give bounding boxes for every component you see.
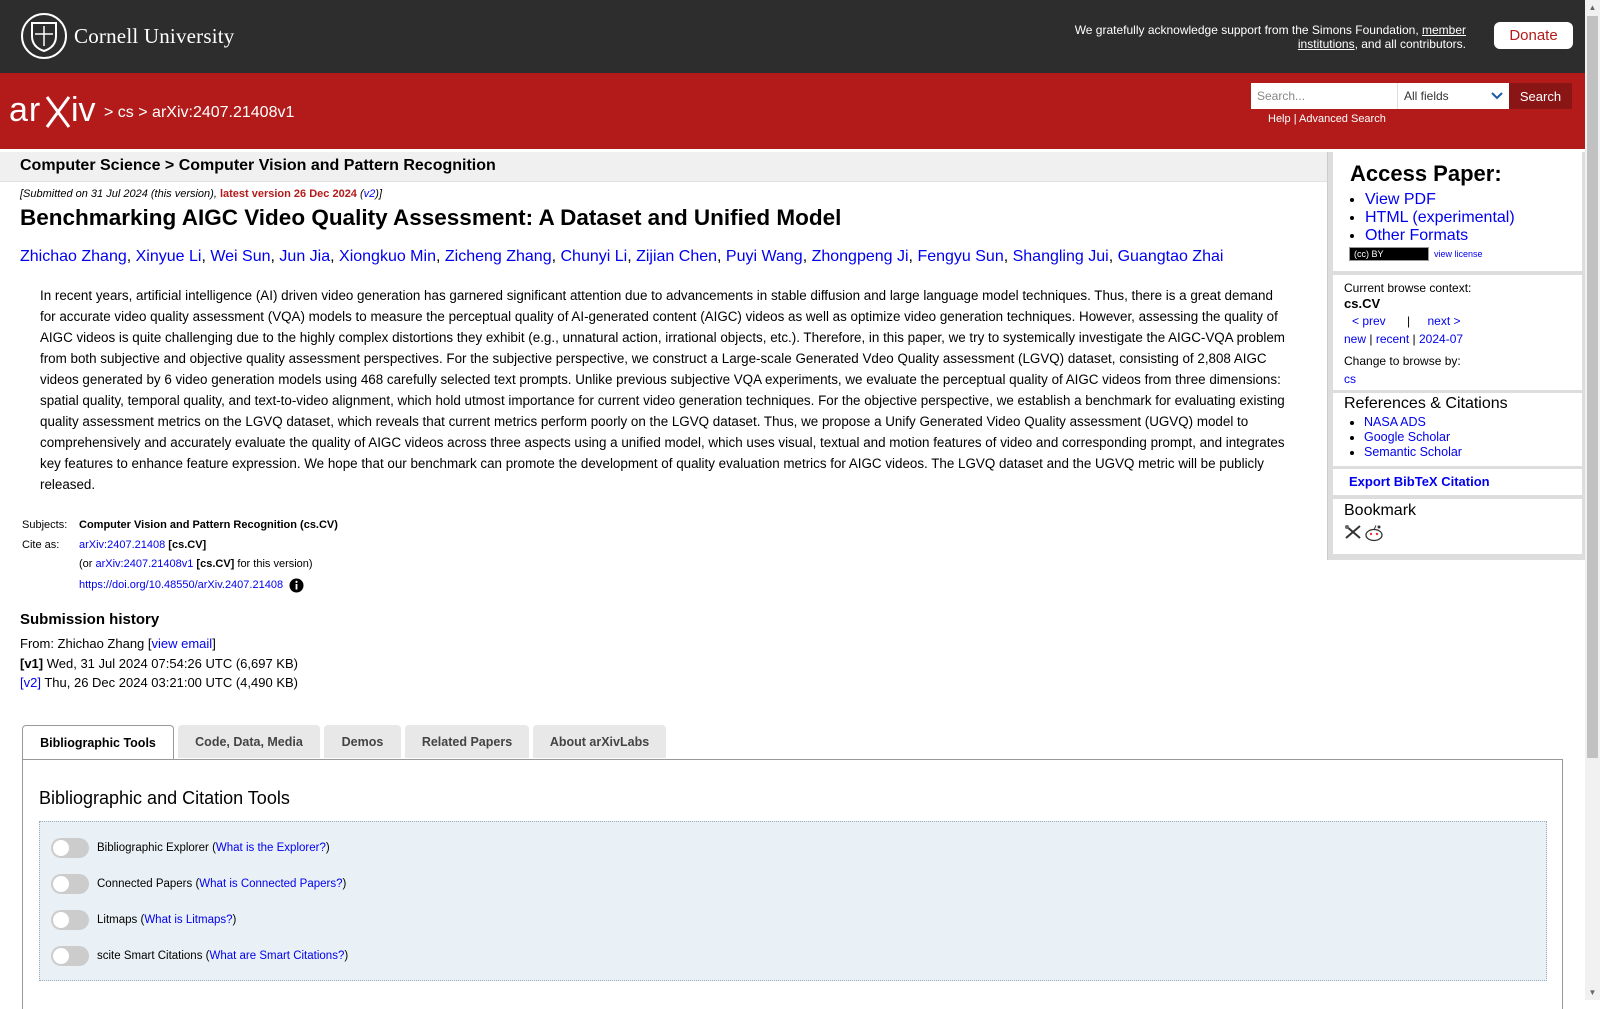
author-link[interactable]: Zhongpeng Ji xyxy=(811,248,909,265)
search-help-links xyxy=(1268,113,1386,125)
recent-link[interactable]: recent xyxy=(1375,332,1410,346)
tab-about-arxivlabs[interactable]: About arXivLabs xyxy=(533,725,666,758)
tab-related-papers[interactable]: Related Papers xyxy=(405,725,529,758)
scroll-up-icon[interactable]: ▲ xyxy=(1588,3,1597,12)
author-separator: , xyxy=(551,248,561,265)
abstract: In recent years, artificial intelligence (AI) driven video generation has garnered significant attention due to advancements in stable diffusion and large language model techniques. Thus, there is a great demand for accurate video quality assessment (VQA) models to measure the perceptual quality of AI-generated content (AIGC) videos as well as optimize video generation techniques. However, assessing the quality of AIGC videos is quite challenging due to the highly complex distortions they exhibit (e.g., unnatural action, irrational objects, etc.). Therefore, in this paper, we try to systemically investigate the AIGC-VQA problem from both subjective and objective quality assessment perspectives. For the subjective perspective, we construct a Large-scale Generated Vdeo Quality assessment (LGVQ) dataset, consisting of 2,808 AIGC videos generated by 6 video generation models using 468 carefully selected text prompts. Unlike previous subjective VQA experiments, we evaluate the perceptual quality of AIGC videos from three dimensions: spatial quality, temporal quality, and text-to-video alignment, which hold utmost importance for current video generation techniques. For the objective perspective, we establish a benchmark for evaluating existing quality assessment metrics on the LGVQ dataset, which reveals that current metrics perform poorly on the LGVQ dataset. Thus, we propose a Unify Generated Video Quality assessment (UGVQ) model to comprehensively and accurately evaluate the quality of AIGC videos across three aspects using a unified model, which uses visual, textual and motion features of video and corresponding prompt, and integrates key features to enhance feature expression. We hope that our benchmark can promote the development of quality evaluation metrics for AIGC videos. The LGVQ dataset and the UGVQ metric will be publicly released. xyxy=(40,288,1285,492)
litmaps-toggle[interactable] xyxy=(51,910,89,930)
support-suffix: , and all contributors. xyxy=(1354,37,1466,51)
doi-link[interactable]: https://doi.org/10.48550/arXiv.2407.21408 xyxy=(79,579,284,591)
crumb-paper-id: arXiv:2407.21408v1 xyxy=(152,104,295,121)
author-separator: , xyxy=(126,248,136,265)
support-text xyxy=(1046,23,1466,51)
cornell-name: Cornell University xyxy=(74,23,235,48)
tool-info-link[interactable]: What is the Explorer? xyxy=(215,842,326,854)
from-prefix: From: Zhichao Zhang [ xyxy=(20,636,152,651)
tool-label: scite Smart Citations xyxy=(97,950,203,962)
author-link[interactable]: Xiongkuo Min xyxy=(339,248,436,265)
submission-dateline xyxy=(20,188,382,200)
v2-text: Thu, 26 Dec 2024 03:21:00 UTC (4,490 KB) xyxy=(40,675,298,690)
dateline-suffix: )] xyxy=(375,188,383,200)
crumb-sep: > xyxy=(138,104,148,121)
search-input[interactable]: Search... xyxy=(1251,83,1397,109)
scroll-down-icon[interactable]: ▼ xyxy=(1588,988,1597,997)
bibsonomy-icon[interactable] xyxy=(1344,524,1362,540)
html-link[interactable]: HTML (experimental) xyxy=(1365,209,1515,226)
sidebar xyxy=(1327,152,1586,560)
page-scrollbar[interactable] xyxy=(1585,0,1600,1000)
author-link[interactable]: Zijian Chen xyxy=(636,248,718,265)
tab-demos[interactable]: Demos xyxy=(324,725,401,758)
subjects-label: Subjects: xyxy=(22,519,68,531)
tool-label: Litmaps xyxy=(97,914,138,926)
dateline-prefix: [Submitted on 31 Jul 2024 (this version), xyxy=(20,188,220,200)
crumb-sep: > xyxy=(104,104,114,121)
author-separator: , xyxy=(717,248,726,265)
author-link[interactable]: Zhichao Zhang xyxy=(20,248,127,265)
latest-version-link[interactable]: latest version 26 Dec 2024 xyxy=(219,188,357,200)
bookmark-box xyxy=(1333,499,1582,554)
new-link[interactable]: new xyxy=(1344,332,1367,346)
cite-v1-link[interactable]: arXiv:2407.21408v1 xyxy=(95,558,194,570)
browse-cs-link[interactable]: cs xyxy=(1344,372,1356,386)
author-link[interactable]: Xinyue Li xyxy=(135,248,202,265)
tool-info-link[interactable]: What are Smart Citations? xyxy=(209,950,345,962)
next-link[interactable]: next > xyxy=(1427,314,1461,328)
references-list xyxy=(1344,415,1582,460)
author-separator: , xyxy=(908,248,918,265)
search-field-select[interactable] xyxy=(1397,83,1509,109)
subjects-value: Computer Vision and Pattern Recognition (cs.CV) xyxy=(79,519,338,531)
tool-row: Connected Papers ( What is Connected Papers? ) xyxy=(51,874,346,894)
other-formats-link[interactable]: Other Formats xyxy=(1365,227,1469,244)
support-prefix: We gratefully acknowledge support from the Simons Foundation, xyxy=(1074,23,1422,37)
from-suffix: ] xyxy=(212,636,216,651)
cite-id-link[interactable]: arXiv:2407.21408 xyxy=(79,538,166,551)
author-separator: , xyxy=(1108,248,1118,265)
cornell-seal-icon xyxy=(21,13,67,59)
bibliographic-explorer-toggle[interactable] xyxy=(51,838,89,858)
references-box xyxy=(1333,393,1582,466)
author-separator: , xyxy=(201,248,211,265)
access-links xyxy=(1349,191,1582,245)
cite-as-label: Cite as: xyxy=(22,538,60,551)
author-separator: , xyxy=(435,248,445,265)
bibtex-box xyxy=(1333,469,1582,495)
month-link[interactable]: 2024-07 xyxy=(1419,332,1464,346)
view-pdf-link[interactable]: View PDF xyxy=(1365,191,1436,208)
view-email-link[interactable]: view email xyxy=(151,636,213,651)
submission-history-title: Submission history xyxy=(20,611,160,628)
scite-toggle[interactable] xyxy=(51,946,89,966)
author-link[interactable]: Jun Jia xyxy=(279,248,331,265)
connected-papers-toggle[interactable] xyxy=(51,874,89,894)
tab-panel xyxy=(22,759,1563,1009)
help-link[interactable]: Help xyxy=(1268,113,1291,125)
author-link[interactable]: Chunyi Li xyxy=(560,248,628,265)
author-link[interactable]: Shangling Jui xyxy=(1012,248,1109,265)
arxiv-logo-icon xyxy=(9,91,101,131)
advanced-search-link[interactable]: Advanced Search xyxy=(1299,113,1386,125)
google-scholar-link[interactable]: Google Scholar xyxy=(1364,430,1451,444)
references-title: References & Citations xyxy=(1344,395,1508,412)
tool-label: Bibliographic Explorer xyxy=(97,842,209,854)
subject-header: Computer Science > Computer Vision and Pattern Recognition xyxy=(0,152,1327,182)
author-separator: , xyxy=(1003,248,1013,265)
author-link[interactable]: Fengyu Sun xyxy=(917,248,1004,265)
author-link[interactable]: Zicheng Zhang xyxy=(444,248,552,265)
paper-title: Benchmarking AIGC Video Quality Assessment: A Dataset and Unified Model xyxy=(20,205,842,230)
search-field-value: All fields xyxy=(1404,89,1449,103)
arxiv-header xyxy=(0,73,1585,149)
chevron-down-icon xyxy=(1491,92,1503,100)
separator: | xyxy=(1407,314,1411,328)
tool-row: Litmaps ( What is Litmaps? ) xyxy=(51,910,236,930)
author-separator: , xyxy=(627,248,637,265)
cite-v1-suffix: for this version) xyxy=(234,558,313,570)
tool-info-link[interactable]: What is Connected Papers? xyxy=(199,878,343,890)
breadcrumb xyxy=(104,104,294,122)
nasa-ads-link[interactable]: NASA ADS xyxy=(1364,415,1426,429)
v1-text: Wed, 31 Jul 2024 07:54:26 UTC (6,697 KB) xyxy=(43,655,298,671)
donate-button[interactable]: Donate xyxy=(1494,22,1573,49)
browse-context-value: cs.CV xyxy=(1344,296,1381,311)
author-link[interactable]: Puyi Wang xyxy=(725,248,803,265)
semantic-scholar-link[interactable]: Semantic Scholar xyxy=(1364,445,1462,459)
bookmark-title: Bookmark xyxy=(1344,502,1417,519)
tool-row: scite Smart Citations ( What are Smart Citations? ) xyxy=(51,946,348,966)
v2-history-link[interactable]: [v2] xyxy=(20,675,41,690)
cite-or: (or xyxy=(79,558,96,570)
author-separator: , xyxy=(330,248,340,265)
info-icon[interactable] xyxy=(289,578,304,593)
tool-info-link[interactable]: What is Litmaps? xyxy=(144,914,233,926)
tab-code-data-media[interactable]: Code, Data, Media xyxy=(178,725,320,758)
author-list xyxy=(20,248,1223,266)
cc-by-license-icon[interactable]: (cc) BY xyxy=(1349,247,1429,261)
author-separator: , xyxy=(270,248,280,265)
cornell-logo[interactable] xyxy=(21,13,235,59)
author-separator: , xyxy=(802,248,812,265)
tool-row: Bibliographic Explorer ( What is the Explorer? ) xyxy=(51,838,330,858)
tab-bibliographic-tools[interactable]: Bibliographic Tools xyxy=(22,725,174,760)
browse-context-label: Current browse context: xyxy=(1344,281,1472,295)
cornell-header xyxy=(0,0,1585,73)
v1-label: [v1] xyxy=(20,655,44,671)
panel-title: Bibliographic and Citation Tools xyxy=(39,788,290,808)
submission-history xyxy=(20,634,298,693)
cite-v1-tag: [cs.CV] xyxy=(196,558,235,570)
author-link[interactable]: Guangtao Zhai xyxy=(1117,248,1224,265)
prev-link[interactable]: < prev xyxy=(1352,314,1386,328)
crumb-cs[interactable]: cs xyxy=(117,104,134,121)
v2-link[interactable]: v2 xyxy=(363,188,376,200)
member-institutions-link[interactable]: member institutions xyxy=(1297,23,1466,51)
svg-text:ar: ar xyxy=(9,91,42,129)
dateline-mid: ( xyxy=(356,188,364,200)
view-license-link[interactable]: view license xyxy=(1434,249,1483,259)
tools-box xyxy=(39,821,1547,981)
access-paper-box xyxy=(1333,152,1582,271)
scroll-thumb[interactable] xyxy=(1587,16,1598,758)
reddit-icon[interactable] xyxy=(1364,524,1384,542)
tool-label: Connected Papers xyxy=(97,878,193,890)
separator: | xyxy=(1369,332,1373,346)
export-bibtex-link[interactable]: Export BibTeX Citation xyxy=(1349,474,1490,489)
tab-bar xyxy=(22,725,670,760)
search-button[interactable]: Search xyxy=(1509,83,1572,109)
browse-context-box xyxy=(1333,275,1582,390)
arxiv-logo[interactable] xyxy=(9,91,101,136)
change-browse-label: Change to browse by: xyxy=(1344,354,1461,368)
author-link[interactable]: Wei Sun xyxy=(210,248,271,265)
svg-text:iv: iv xyxy=(71,91,96,129)
access-paper-title: Access Paper: xyxy=(1350,161,1502,186)
separator: | xyxy=(1293,113,1297,125)
separator: | xyxy=(1412,332,1416,346)
cite-tag: [cs.CV] xyxy=(168,538,207,551)
metadata-table xyxy=(22,519,338,597)
